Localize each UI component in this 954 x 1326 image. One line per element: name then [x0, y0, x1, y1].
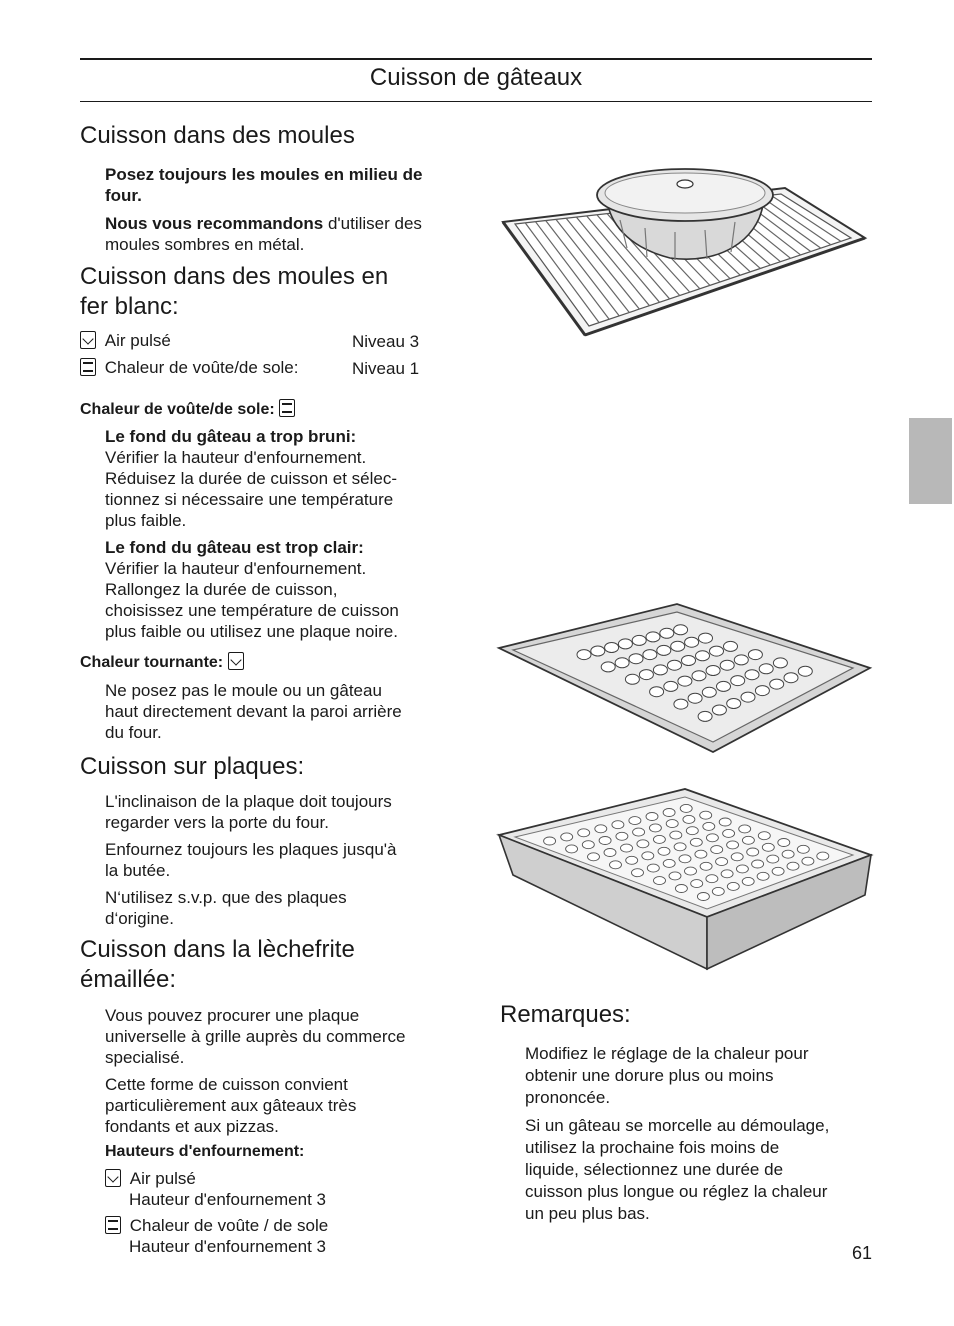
tournante-label — [80, 652, 244, 673]
page-number: 61 — [851, 1243, 872, 1263]
moules-p2 — [105, 213, 445, 255]
top-bottom-heat-icon — [279, 399, 295, 417]
voute-label-text: Chaleur de voûte/de sole: — [80, 401, 275, 418]
moules-p2-rest: d'utiliser des moules sombres en métal. — [105, 214, 422, 254]
remarques-text — [525, 1043, 875, 1225]
hauteur-row-1-label: Air pulsé — [129, 1169, 196, 1188]
fer-blanc-title-line2: fer blanc: — [80, 293, 179, 320]
page-header-title: Cuisson de gâteaux — [369, 64, 583, 91]
fan-icon — [105, 1169, 121, 1187]
header-rule-bottom — [80, 101, 872, 102]
moules-text — [105, 164, 445, 255]
remarques-p1-line2: obtenir une dorure plus ou moins — [525, 1066, 774, 1085]
voute-item1-line1: Vérifier la hauteur d'enfournement. — [105, 448, 367, 467]
tournante-line1: Ne posez pas le moule ou un gâteau — [105, 681, 382, 700]
voute-item1-line2: Réduisez la durée de cuisson et sélec- — [105, 469, 397, 488]
moules-p1: Posez toujours les moules en milieu de four. — [105, 165, 423, 205]
voute-item2-line3: choisissez une température de cuisson — [105, 601, 399, 620]
fer-blanc-title-line1: Cuisson dans des moules en — [80, 263, 389, 290]
drip-tray-illustration — [495, 787, 875, 972]
lechefrite-p2-line2: particulièrement aux gâteaux très — [105, 1096, 357, 1115]
remarques-p1-line1: Modifiez le réglage de la chaleur pour — [525, 1044, 809, 1063]
voute-item2-line2: Rallongez la durée de cuisson, — [105, 580, 338, 599]
tournante-label-text: Chaleur tournante: — [80, 654, 224, 671]
fan-icon — [80, 331, 96, 349]
voute-label — [80, 399, 295, 420]
hauteur-row-2-value: Hauteur d'enfournement 3 — [129, 1237, 326, 1256]
top-bottom-heat-icon — [105, 1216, 121, 1234]
remarques-p2-line5: un peu plus bas. — [525, 1204, 650, 1223]
remarques-p2-line1: Si un gâteau se morcelle au démoulage, — [525, 1116, 830, 1135]
hauteur-row-1-value: Hauteur d'enfournement 3 — [129, 1190, 326, 1209]
fer-blanc-row-2-value: Niveau 1 — [352, 359, 420, 378]
wire-rack-cake-illustration — [495, 160, 875, 345]
lechefrite-p1-line2: universelle à grille auprès du commerce — [105, 1027, 406, 1046]
voute-item1-title: Le fond du gâteau a trop bruni: — [105, 427, 357, 446]
lechefrite-p1-line3: specialisé. — [105, 1048, 185, 1067]
lechefrite-p2-line1: Cette forme de cuisson convient — [105, 1075, 348, 1094]
section-title-lechefrite — [80, 935, 355, 995]
section-title-remarques: Remarques: — [500, 1001, 631, 1028]
hauteurs-label: Hauteurs d'enfournement: — [105, 1143, 305, 1160]
baking-tray-illustration — [495, 600, 875, 760]
fer-blanc-row-2-label: Chaleur de voûte/de sole: — [104, 358, 299, 377]
lechefrite-title-line2: émaillée: — [80, 966, 177, 993]
moules-p2-bold: Nous vous recommandons — [105, 214, 324, 233]
remarques-p1-line3: prononcée. — [525, 1088, 611, 1107]
remarques-p2-line3: liquide, sélectionnez une durée de — [525, 1160, 784, 1179]
lechefrite-p2-line3: fondants et aux pizzas. — [105, 1117, 279, 1136]
section-title-plaques: Cuisson sur plaques: — [80, 753, 305, 780]
fer-blanc-row-2 — [80, 357, 298, 378]
top-bottom-heat-icon — [80, 358, 96, 376]
lechefrite-text — [105, 1005, 450, 1137]
plaques-p1-line1: L'inclinaison de la plaque doit toujours — [105, 792, 392, 811]
hauteur-row-2 — [105, 1215, 328, 1236]
voute-item1-line4: plus faible. — [105, 511, 187, 530]
fan-icon — [228, 652, 244, 670]
voute-item2-title: Le fond du gâteau est trop clair: — [105, 538, 364, 557]
lechefrite-p1-line1: Vous pouvez procurer une plaque — [105, 1006, 360, 1025]
hauteur-row-1 — [105, 1168, 196, 1189]
remarques-p2-line4: cuisson plus longue ou réglez la chaleur — [525, 1182, 828, 1201]
plaques-p2-line2: la butée. — [105, 861, 171, 880]
section-title-fer-blanc — [80, 262, 388, 322]
tournante-line2: haut directement devant la paroi arrière — [105, 702, 402, 721]
plaques-p1-line2: regarder vers la porte du four. — [105, 813, 329, 832]
header-rule-top — [80, 58, 872, 60]
fer-blanc-row-1-value: Niveau 3 — [352, 332, 420, 351]
chapter-side-tab — [909, 418, 952, 504]
plaques-p3-line1: N‘utilisez s.v.p. que des plaques — [105, 888, 347, 907]
voute-item2-line4: plus faible ou utilisez une plaque noire. — [105, 622, 398, 641]
voute-item1-line3: tionnez si nécessaire une température — [105, 490, 394, 509]
voute-text — [105, 426, 450, 642]
section-title-moules: Cuisson dans des moules — [80, 122, 355, 149]
fer-blanc-row-1 — [80, 330, 171, 351]
plaques-text — [105, 791, 450, 929]
plaques-p3-line2: d‘origine. — [105, 909, 174, 928]
lechefrite-title-line1: Cuisson dans la lèchefrite — [80, 936, 355, 963]
tournante-line3: du four. — [105, 723, 162, 742]
remarques-p2-line2: utilisez la prochaine fois moins de — [525, 1138, 780, 1157]
fer-blanc-row-1-label: Air pulsé — [104, 331, 171, 350]
tournante-text — [105, 680, 450, 743]
hauteur-row-2-label: Chaleur de voûte / de sole — [129, 1216, 329, 1235]
voute-item2-line1: Vérifier la hauteur d'enfournement. — [105, 559, 367, 578]
plaques-p2-line1: Enfournez toujours les plaques jusqu'à — [105, 840, 397, 859]
